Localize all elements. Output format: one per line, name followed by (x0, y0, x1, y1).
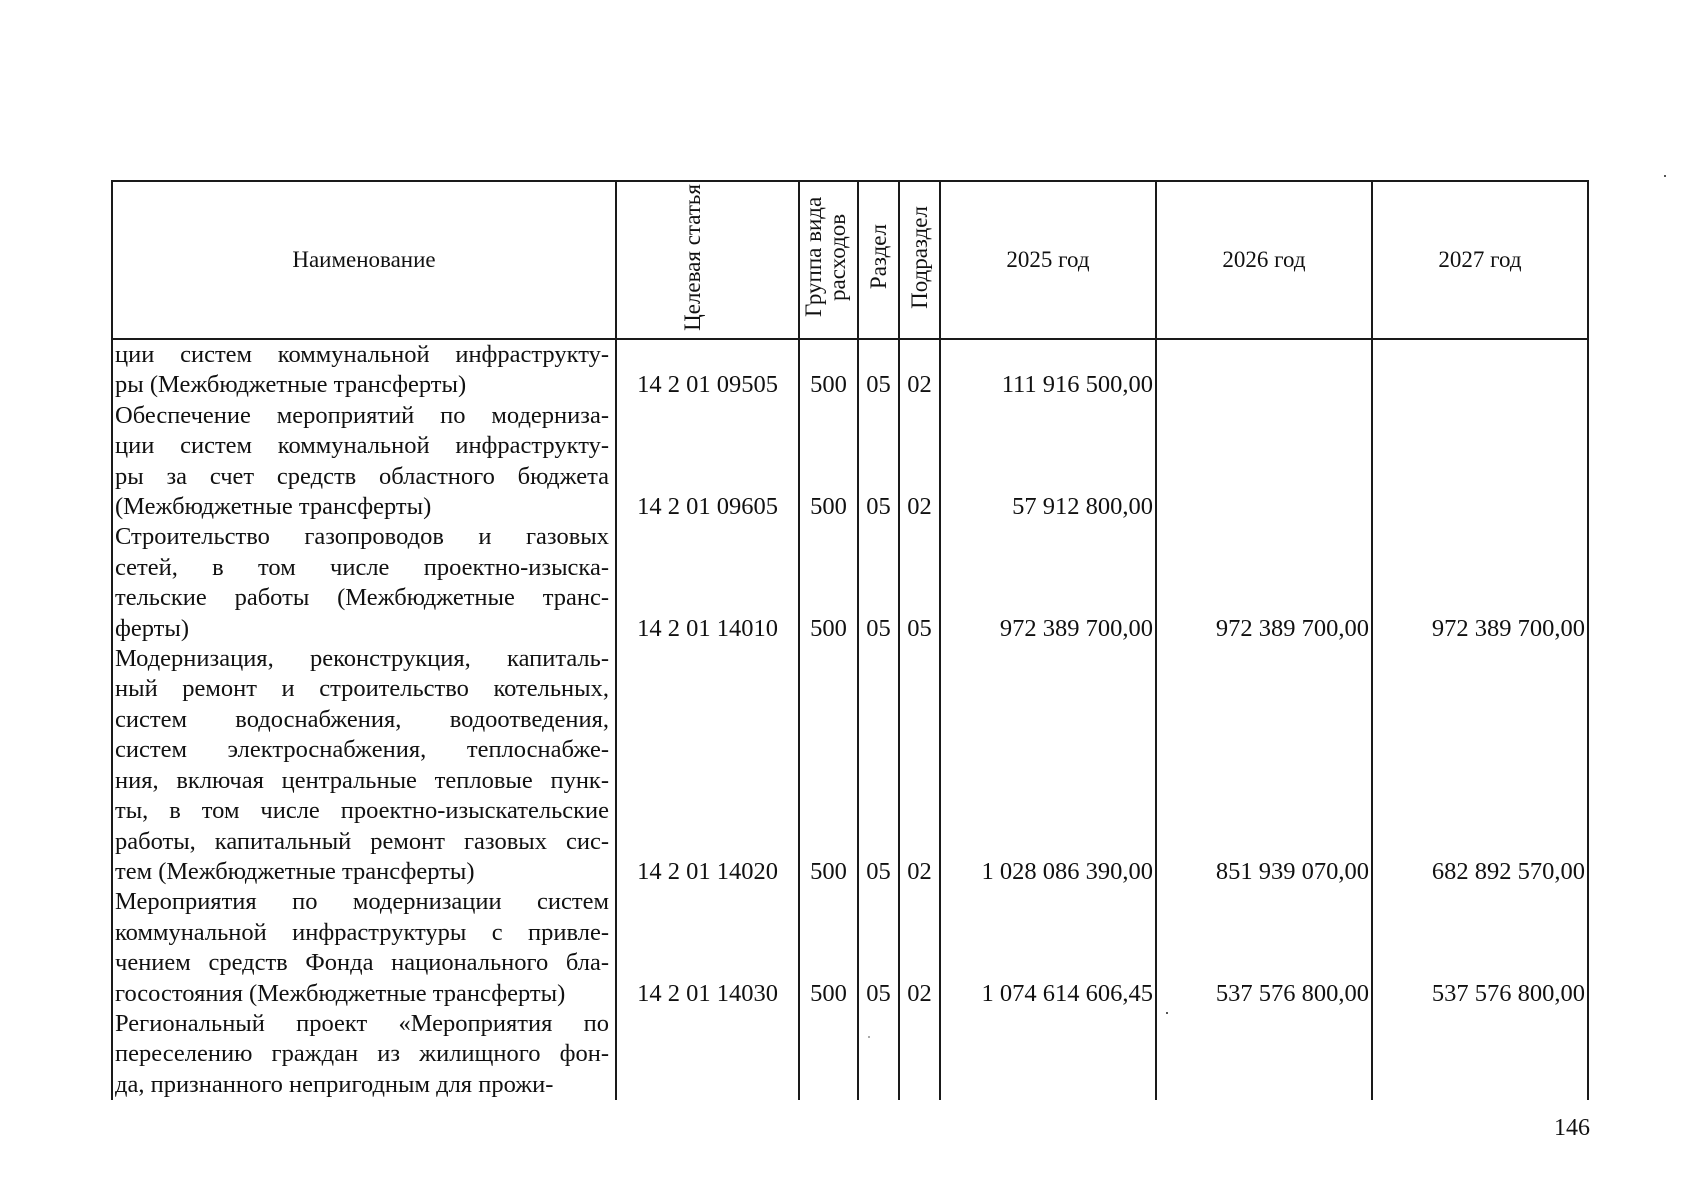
row-subsection (899, 644, 940, 887)
row-name-line: ты, в том числе проектно-изыскательские (115, 797, 609, 825)
row-expense-group (799, 1009, 858, 1100)
row-section-value: 05 (866, 979, 891, 1007)
row-subsection-value: 05 (907, 614, 932, 642)
row-name (112, 401, 616, 523)
row-amount-2027 (1372, 339, 1588, 401)
row-amount-2027 (1372, 644, 1588, 887)
row-name-line: госостояния (Межбюджетные трансферты) (115, 979, 566, 1007)
scan-speck (1166, 1012, 1168, 1014)
row-amount-2025-value: 57 912 800,00 (1012, 493, 1153, 521)
budget-table (111, 180, 1589, 1100)
row-target-article (616, 887, 799, 1009)
row-name-line: коммунальной инфраструктуры с привле- (115, 918, 609, 946)
row-section (858, 401, 899, 523)
row-amount-2026 (1156, 522, 1372, 644)
row-amount-2027 (1372, 401, 1588, 523)
row-subsection (899, 339, 940, 401)
row-name-line: (Межбюджетные трансферты) (115, 493, 432, 521)
row-name-line: ферты) (115, 614, 190, 642)
row-amount-2026 (1156, 401, 1372, 523)
table-row (112, 339, 1588, 401)
row-name-line: сетей, в том числе проектно-изыска- (115, 553, 609, 581)
row-expense-group (799, 887, 858, 1009)
row-subsection (899, 1009, 940, 1100)
row-amount-2025 (940, 1009, 1156, 1100)
row-name (112, 339, 616, 401)
row-target-article-value: 14 2 01 14030 (637, 979, 778, 1007)
page-number: 146 (1554, 1115, 1590, 1141)
row-expense-group-value: 500 (810, 979, 847, 1007)
table-row (112, 1009, 1588, 1100)
row-name-line: Строительство газопроводов и газовых (115, 523, 609, 551)
row-name-line: Модернизация, реконструкция, капиталь- (115, 645, 609, 673)
header-section: Раздел (858, 181, 899, 339)
row-amount-2025-value: 1 074 614 606,45 (981, 979, 1153, 1007)
row-expense-group (799, 401, 858, 523)
row-section (858, 887, 899, 1009)
row-target-article (616, 522, 799, 644)
row-section (858, 644, 899, 887)
row-section-value: 05 (866, 371, 891, 399)
row-name-line: тельские работы (Межбюджетные транс- (115, 584, 609, 612)
row-name-line: систем электроснабжения, теплоснабже- (115, 736, 609, 764)
row-name (112, 887, 616, 1009)
row-amount-2026 (1156, 887, 1372, 1009)
row-amount-2026-value: 972 389 700,00 (1215, 614, 1369, 642)
row-amount-2026 (1156, 644, 1372, 887)
row-section-value: 05 (866, 493, 891, 521)
row-subsection (899, 401, 940, 523)
row-target-article (616, 644, 799, 887)
row-expense-group-value: 500 (810, 371, 847, 399)
row-name-line: ции систем коммунальной инфраструкту- (115, 341, 609, 368)
header-target-article: Целевая статья (616, 181, 799, 339)
row-subsection (899, 887, 940, 1009)
row-name (112, 522, 616, 644)
header-year-2025: 2025 год (940, 181, 1156, 339)
table-row (112, 522, 1588, 644)
row-amount-2026-value: 537 576 800,00 (1215, 979, 1369, 1007)
row-name-line: ния, включая центральные тепловые пунк- (115, 766, 609, 794)
row-amount-2025 (940, 887, 1156, 1009)
header-subsection: Подраздел (899, 181, 940, 339)
row-section (858, 522, 899, 644)
table-row (112, 644, 1588, 887)
row-amount-2025-value: 972 389 700,00 (999, 614, 1153, 642)
row-name-line: систем водоснабжения, водоотведения, (115, 705, 609, 733)
header-year-2026: 2026 год (1156, 181, 1372, 339)
row-expense-group-value: 500 (810, 614, 847, 642)
row-name-line: ный ремонт и строительство котельных, (115, 675, 609, 703)
row-name-line: тем (Межбюджетные трансферты) (115, 857, 475, 885)
row-amount-2027-value: 972 389 700,00 (1431, 614, 1585, 642)
row-name (112, 1009, 616, 1100)
row-amount-2025 (940, 401, 1156, 523)
row-amount-2025 (940, 339, 1156, 401)
row-name-line: да, признанного непригодным для прожи- (115, 1070, 554, 1098)
row-section-value: 05 (866, 614, 891, 642)
row-subsection-value: 02 (907, 493, 932, 521)
row-name (112, 644, 616, 887)
row-subsection-value: 02 (907, 371, 932, 399)
row-amount-2026 (1156, 1009, 1372, 1100)
row-subsection-value: 02 (907, 857, 932, 885)
row-amount-2025 (940, 644, 1156, 887)
row-amount-2026 (1156, 339, 1372, 401)
table-row (112, 887, 1588, 1009)
row-target-article (616, 1009, 799, 1100)
row-amount-2027-value: 537 576 800,00 (1431, 979, 1585, 1007)
row-target-article-value: 14 2 01 14020 (637, 857, 778, 885)
row-section (858, 339, 899, 401)
row-subsection (899, 522, 940, 644)
row-amount-2027 (1372, 522, 1588, 644)
row-target-article-value: 14 2 01 09605 (637, 493, 778, 521)
row-target-article (616, 339, 799, 401)
row-section (858, 1009, 899, 1100)
row-name-line: ции систем коммунальной инфраструкту- (115, 432, 609, 460)
row-amount-2025-value: 111 916 500,00 (1001, 371, 1153, 399)
row-amount-2027-value: 682 892 570,00 (1431, 857, 1585, 885)
row-name-line: чением средств Фонда национального бла- (115, 949, 609, 977)
table-body (112, 339, 1588, 1100)
row-amount-2027 (1372, 887, 1588, 1009)
table-row (112, 401, 1588, 523)
header-expense-group: Группа вида расходов (799, 181, 858, 339)
row-name-line: переселению граждан из жилищного фон- (115, 1040, 609, 1068)
row-expense-group-value: 500 (810, 857, 847, 885)
row-amount-2025-value: 1 028 086 390,00 (981, 857, 1153, 885)
row-name-line: работы, капитальный ремонт газовых сис- (115, 827, 609, 855)
row-name-line: Мероприятия по модернизации систем (115, 888, 609, 916)
header-name: Наименование (112, 181, 616, 339)
row-target-article-value: 14 2 01 14010 (637, 614, 778, 642)
row-expense-group-value: 500 (810, 493, 847, 521)
scan-speck (1664, 175, 1666, 177)
row-target-article (616, 401, 799, 523)
row-amount-2025 (940, 522, 1156, 644)
table-header-row (112, 181, 1588, 339)
row-name-line: Обеспечение мероприятий по модерниза- (115, 401, 609, 429)
row-expense-group (799, 522, 858, 644)
scan-speck (868, 1036, 870, 1038)
row-section-value: 05 (866, 857, 891, 885)
header-year-2027: 2027 год (1372, 181, 1588, 339)
row-subsection-value: 02 (907, 979, 932, 1007)
row-name-line: Региональный проект «Мероприятия по (115, 1009, 609, 1037)
row-target-article-value: 14 2 01 09505 (637, 371, 778, 399)
row-name-line: ры за счет средств областного бюджета (115, 462, 609, 490)
row-expense-group (799, 339, 858, 401)
row-amount-2027 (1372, 1009, 1588, 1100)
row-name-line: ры (Межбюджетные трансферты) (115, 371, 467, 399)
row-amount-2026-value: 851 939 070,00 (1215, 857, 1369, 885)
row-expense-group (799, 644, 858, 887)
